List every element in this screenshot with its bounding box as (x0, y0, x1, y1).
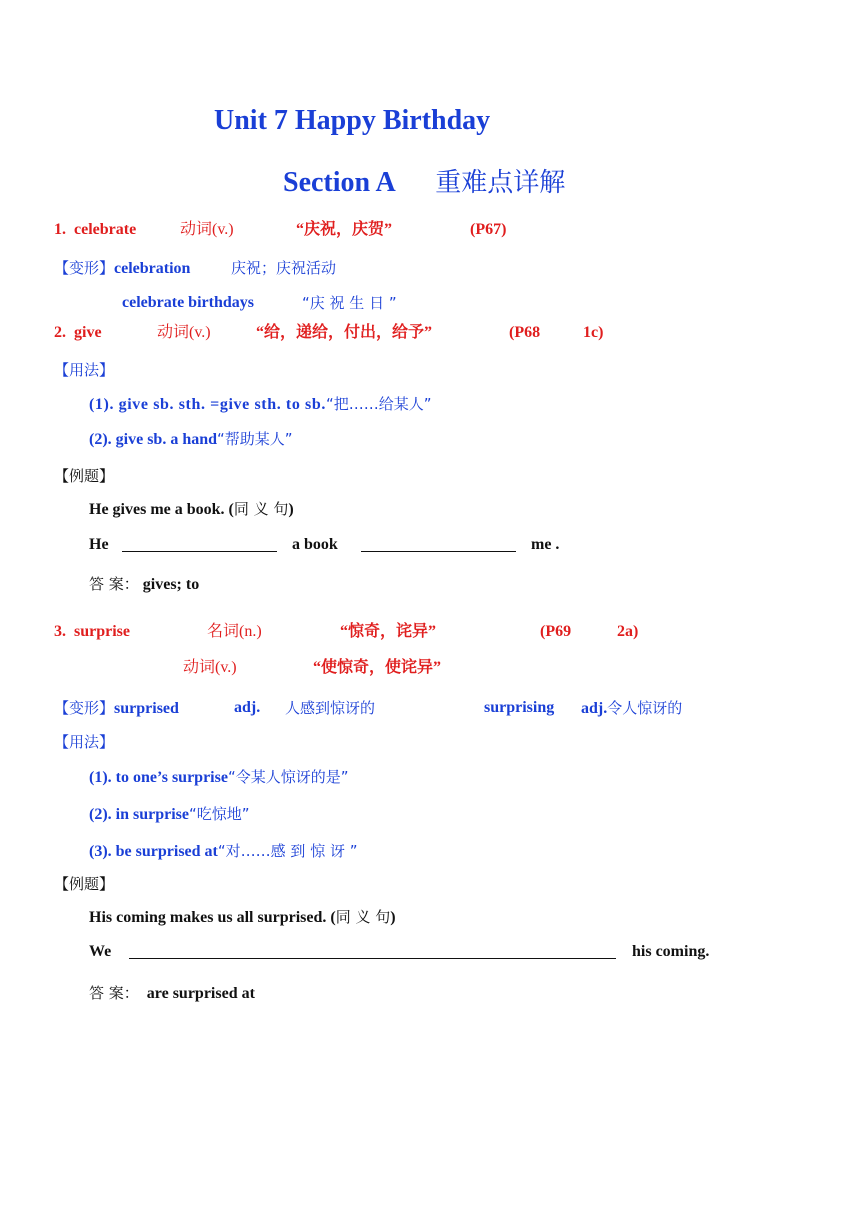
usage-cn: “令某人惊讶的是” (227, 768, 349, 786)
item-1-phrase-meaning: “庆 祝 生 日 ” (302, 294, 397, 312)
usage-cn: “把……给某人” (325, 395, 432, 413)
item-1-pos: 动词(v.) (180, 221, 234, 238)
answer-blank[interactable] (361, 535, 516, 552)
item-3-variant-word2: surprising (484, 699, 555, 716)
variant-pos2: adj. (581, 700, 608, 717)
answer-label: 答 案： (89, 575, 139, 593)
item-2-usage-tag: 【用法】 (54, 361, 115, 379)
item-num: 2. (54, 324, 66, 341)
item-1-ref: (P67) (470, 221, 507, 238)
variant-tag: 【变形】 (54, 699, 115, 717)
item-2-usage-2 (89, 429, 293, 450)
item-word: surprise (74, 623, 130, 640)
item-2-meaning: “给，递给，付出，给予” (256, 324, 433, 341)
item-3-example-sentence (89, 907, 396, 928)
item-3-usage-1 (89, 767, 349, 788)
usage-en: (1). to one’s surprise (89, 769, 228, 786)
item-2-ref: (P68 (509, 324, 541, 341)
example-text: His coming makes us all surprised. ( (89, 909, 336, 926)
item-2-example-tag: 【例题】 (54, 467, 115, 485)
item-2-ref2: 1c) (583, 324, 604, 341)
example-cn: 同 义 句 (233, 500, 289, 518)
item-3-meaning2: “使惊奇，使诧异” (313, 659, 442, 676)
item-2-fill-part-2: a book (292, 536, 338, 553)
item-3-variant-2 (581, 698, 682, 719)
item-word: give (74, 324, 102, 341)
item-word: celebrate (74, 221, 137, 238)
item-num: 3. (54, 623, 66, 640)
item-2-answer (89, 574, 199, 595)
item-3-answer (89, 983, 255, 1004)
item-1-heading (54, 220, 136, 240)
item-1-phrase: celebrate birthdays (122, 294, 254, 311)
item-3-meaning: “惊奇，诧异” (340, 623, 437, 640)
answer-blank[interactable] (129, 942, 616, 959)
item-3-usage-3 (89, 841, 358, 862)
variant-word: surprised (114, 700, 179, 717)
example-end: ) (288, 501, 294, 518)
item-1-meaning: “庆祝，庆贺” (296, 221, 393, 238)
example-cn: 同 义 句 (335, 908, 391, 926)
item-3-fill-part-2: his coming. (632, 943, 710, 960)
item-2-pos: 动词(v.) (157, 324, 211, 341)
usage-cn: “对……感 到 惊 讶 ” (217, 842, 358, 860)
item-3-ref2: 2a) (617, 623, 639, 640)
item-1-variant-meaning: 庆祝；庆祝活动 (231, 259, 337, 277)
subtitle-en: Section A (283, 167, 395, 198)
item-2-usage-1 (89, 394, 432, 415)
usage-cn: “吃惊地” (189, 805, 250, 823)
item-1-variant (54, 258, 190, 279)
item-2-fill-part-3: me . (531, 536, 560, 553)
answer-label: 答 案： (89, 984, 139, 1002)
item-2-fill-part-1: He (89, 536, 109, 553)
variant-meaning2: 令人惊讶的 (607, 699, 683, 717)
item-3-variant-meaning: 人感到惊讶的 (285, 699, 376, 717)
page-title: Unit 7 Happy Birthday (214, 105, 491, 136)
item-num: 1. (54, 221, 66, 238)
item-3-pos: 名词(n.) (207, 623, 262, 640)
subtitle-cn: 重难点详解 (435, 168, 566, 198)
item-2-example-sentence (89, 499, 294, 520)
item-2-heading (54, 323, 102, 343)
example-end: ) (390, 909, 396, 926)
item-3-variant-pos: adj. (234, 699, 261, 716)
usage-cn: “帮助某人” (217, 430, 293, 448)
answer-text: are surprised at (146, 985, 255, 1002)
answer-text: gives; to (142, 576, 200, 593)
item-3-ref: (P69 (540, 623, 572, 640)
item-3-usage-tag: 【用法】 (54, 733, 115, 751)
item-3-fill-part-1: We (89, 943, 112, 960)
variant-word: celebration (114, 260, 191, 277)
answer-blank[interactable] (122, 535, 277, 552)
usage-en: (2). give sb. a hand (89, 431, 218, 448)
variant-tag: 【变形】 (54, 259, 115, 277)
item-3-pos2: 动词(v.) (183, 659, 237, 676)
page-subtitle (283, 166, 565, 200)
usage-en: (1). give sb. sth. =give sth. to sb. (89, 396, 326, 413)
usage-en: (2). in surprise (89, 806, 189, 823)
example-text: He gives me a book. ( (89, 501, 234, 518)
usage-en: (3). be surprised at (89, 843, 218, 860)
item-3-heading (54, 622, 130, 642)
item-3-usage-2 (89, 804, 250, 825)
item-3-example-tag: 【例题】 (54, 875, 115, 893)
item-3-variant (54, 698, 179, 719)
